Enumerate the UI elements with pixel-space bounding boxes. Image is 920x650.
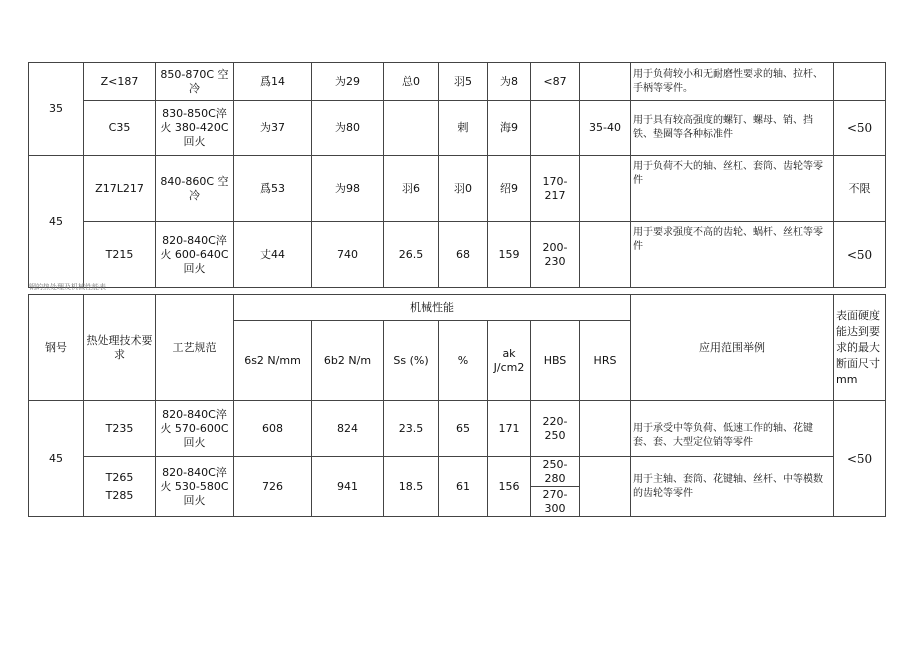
spec-cell: T235 (84, 401, 156, 457)
ss-cell (384, 101, 439, 156)
hrs-cell: 35-40 (580, 101, 631, 156)
table-row (29, 457, 886, 487)
sb-cell: 740 (312, 222, 384, 288)
grade-cell: 45 (29, 156, 84, 288)
grade-cell: 45 (29, 401, 84, 517)
sb-cell: 为98 (312, 156, 384, 222)
app-cell: 用于具有较高强度的螺钉、螺母、销、挡铁、垫圈等各种标准件 (631, 101, 834, 156)
hardness-cell: <50 (834, 222, 886, 288)
app-cell: 用于要求强度不高的齿轮、蜗杆、丝杠等零件 (631, 222, 834, 288)
s02-cell: 爲53 (234, 156, 312, 222)
pct-cell: 羽5 (439, 63, 488, 101)
spec-cell: T215 (84, 222, 156, 288)
app-cell: 用于承受中等负荷、低速工作的轴、花键套、套、大型定位销等零件 (631, 401, 834, 457)
table-row (29, 222, 886, 288)
ak-cell: 绍9 (488, 156, 531, 222)
ak-cell: 海9 (488, 101, 531, 156)
ss-cell: 26.5 (384, 222, 439, 288)
table-row (29, 101, 886, 156)
header-app: 应用范围举例 (631, 295, 834, 401)
grade-cell: 35 (29, 63, 84, 156)
ss-cell: 18.5 (384, 457, 439, 517)
hrs-cell (580, 63, 631, 101)
spec-cell: Z<187 (84, 63, 156, 101)
header-pct: % (439, 321, 488, 401)
hbs-cell: 220-250 (531, 401, 580, 457)
ak-cell: 159 (488, 222, 531, 288)
spec-cell: C35 (84, 101, 156, 156)
hrs-cell (580, 156, 631, 222)
pct-cell: 61 (439, 457, 488, 517)
steel-table-lower (28, 294, 886, 517)
hrs-cell (580, 401, 631, 457)
header-ak: ak J/cm2 (488, 321, 531, 401)
ss-cell: 23.5 (384, 401, 439, 457)
hbs-cell: 250-280 (531, 457, 580, 487)
ss-cell: 总0 (384, 63, 439, 101)
header-sb: 6b2 N/m (312, 321, 384, 401)
s02-cell: 为37 (234, 101, 312, 156)
ss-cell: 羽6 (384, 156, 439, 222)
table-row (29, 401, 886, 457)
header-grade: 钢号 (29, 295, 84, 401)
spec-line-1: T265 (105, 470, 134, 484)
header-ss: Ss (%) (384, 321, 439, 401)
hbs-cell: <87 (531, 63, 580, 101)
process-cell: 820-840C淬火 530-580C回火 (156, 457, 234, 517)
spec-cell (84, 457, 156, 517)
pct-cell: 65 (439, 401, 488, 457)
process-cell: 820-840C淬火 570-600C回火 (156, 401, 234, 457)
process-cell: 820-840C淬火 600-640C回火 (156, 222, 234, 288)
hbs-cell: 170-217 (531, 156, 580, 222)
table-row (29, 156, 886, 222)
header-mech: 机械性能 (234, 295, 631, 321)
header-process: 工艺规范 (156, 295, 234, 401)
header-hbs: HBS (531, 321, 580, 401)
header-spec: 热处理技术要求 (84, 295, 156, 401)
process-cell: 830-850C淬火 380-420C回火 (156, 101, 234, 156)
pct-cell: 68 (439, 222, 488, 288)
process-cell: 840-860C 空冷 (156, 156, 234, 222)
app-cell: 用于负荷不大的轴、丝杠、套筒、齿轮等零件 (631, 156, 834, 222)
hrs-cell (580, 222, 631, 288)
header-s02: 6s2 N/mm (234, 321, 312, 401)
steel-table-upper (28, 62, 886, 288)
pct-cell: 剌 (439, 101, 488, 156)
spec-cell: Z17L217 (84, 156, 156, 222)
sb-cell: 为80 (312, 101, 384, 156)
header-hrs: HRS (580, 321, 631, 401)
sb-cell: 941 (312, 457, 384, 517)
hbs-cell: 270-300 (531, 487, 580, 517)
hardness-cell: 不限 (834, 156, 886, 222)
hardness-cell: <50 (834, 401, 886, 517)
sb-cell: 为29 (312, 63, 384, 101)
process-cell: 850-870C 空冷 (156, 63, 234, 101)
sb-cell: 824 (312, 401, 384, 457)
hrs-cell (580, 457, 631, 517)
hardness-cell (834, 63, 886, 101)
table-caption: 钢的热处理及机械性能表 (29, 283, 106, 291)
table-row (29, 63, 886, 101)
ak-cell: 171 (488, 401, 531, 457)
app-cell: 用于负荷较小和无耐磨性要求的轴、拉杆、手柄等零件。 (631, 63, 834, 101)
hardness-cell: <50 (834, 101, 886, 156)
header-hardness: 表面硬度能达到要求的最大断面尺寸mm (834, 295, 886, 401)
hbs-cell (531, 101, 580, 156)
ak-cell: 156 (488, 457, 531, 517)
s02-cell: 丈44 (234, 222, 312, 288)
s02-cell: 爲14 (234, 63, 312, 101)
spec-line-2: T285 (105, 488, 134, 502)
s02-cell: 726 (234, 457, 312, 517)
app-cell: 用于主轴、套筒、花键轴、丝杆、中等模数的齿轮等零件 (631, 457, 834, 517)
hbs-cell: 200-230 (531, 222, 580, 288)
header-row (29, 295, 886, 321)
pct-cell: 羽0 (439, 156, 488, 222)
s02-cell: 608 (234, 401, 312, 457)
ak-cell: 为8 (488, 63, 531, 101)
